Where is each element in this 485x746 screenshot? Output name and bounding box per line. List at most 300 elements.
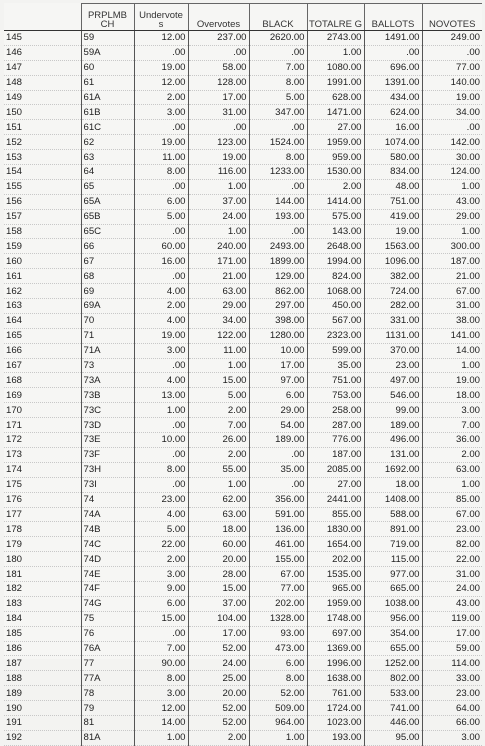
cell-black: 6.00 xyxy=(249,656,307,671)
cell-totalreg: 2441.00 xyxy=(307,492,364,507)
cell-novotes: 187.00 xyxy=(422,254,482,269)
cell-black: 7.00 xyxy=(249,60,307,75)
cell-undervotes: .00 xyxy=(134,477,188,492)
cell-overvotes: 122.00 xyxy=(188,328,249,343)
cell-precinct: 73C xyxy=(81,403,134,418)
cell-ballots: 1491.00 xyxy=(364,31,422,46)
cell-overvotes: 19.00 xyxy=(188,150,249,165)
cell-row-number: 147 xyxy=(4,60,81,75)
table-row xyxy=(4,581,482,596)
cell-precinct: 74F xyxy=(81,581,134,596)
cell-novotes: 67.00 xyxy=(422,507,482,522)
cell-undervotes: .00 xyxy=(134,358,188,373)
cell-ballots: 370.00 xyxy=(364,343,422,358)
cell-totalreg: 1724.00 xyxy=(307,701,364,716)
cell-ballots: 655.00 xyxy=(364,641,422,656)
table-row xyxy=(4,358,482,373)
cell-totalreg: 776.00 xyxy=(307,433,364,448)
cell-totalreg: 2323.00 xyxy=(307,328,364,343)
cell-overvotes: 128.00 xyxy=(188,75,249,90)
table-row xyxy=(4,120,482,135)
cell-undervotes: 14.00 xyxy=(134,715,188,730)
cell-row-number: 168 xyxy=(4,373,81,388)
cell-row-number: 187 xyxy=(4,656,81,671)
table-row xyxy=(4,150,482,165)
cell-totalreg: 1471.00 xyxy=(307,105,364,120)
cell-black: 129.00 xyxy=(249,269,307,284)
cell-novotes: 30.00 xyxy=(422,150,482,165)
cell-undervotes: 2.00 xyxy=(134,299,188,314)
cell-undervotes: 10.00 xyxy=(134,433,188,448)
cell-black: 473.00 xyxy=(249,641,307,656)
cell-undervotes: 12.00 xyxy=(134,75,188,90)
cell-ballots: 751.00 xyxy=(364,194,422,209)
cell-black: 202.00 xyxy=(249,596,307,611)
cell-totalreg: 1638.00 xyxy=(307,671,364,686)
cell-precinct: 74B xyxy=(81,522,134,537)
table-row xyxy=(4,239,482,254)
cell-overvotes: 26.00 xyxy=(188,433,249,448)
cell-totalreg: 287.00 xyxy=(307,418,364,433)
cell-undervotes: 1.00 xyxy=(134,403,188,418)
cell-totalreg: 1535.00 xyxy=(307,567,364,582)
cell-totalreg: 258.00 xyxy=(307,403,364,418)
cell-overvotes: 15.00 xyxy=(188,581,249,596)
cell-ballots: 131.00 xyxy=(364,447,422,462)
cell-ballots: 665.00 xyxy=(364,581,422,596)
cell-precinct: 61C xyxy=(81,120,134,135)
table-row xyxy=(4,447,482,462)
cell-overvotes: 116.00 xyxy=(188,165,249,180)
cell-black: 2493.00 xyxy=(249,239,307,254)
cell-overvotes: 63.00 xyxy=(188,284,249,299)
cell-ballots: 977.00 xyxy=(364,567,422,582)
cell-totalreg: 202.00 xyxy=(307,552,364,567)
table-row xyxy=(4,299,482,314)
cell-ballots: 95.00 xyxy=(364,730,422,745)
cell-black: 155.00 xyxy=(249,552,307,567)
table-row xyxy=(4,537,482,552)
cell-undervotes: 22.00 xyxy=(134,537,188,552)
cell-totalreg: 1369.00 xyxy=(307,641,364,656)
cell-precinct: 73 xyxy=(81,358,134,373)
cell-row-number: 157 xyxy=(4,209,81,224)
cell-totalreg: 2743.00 xyxy=(307,31,364,46)
cell-totalreg: 1830.00 xyxy=(307,522,364,537)
cell-row-number: 170 xyxy=(4,403,81,418)
cell-black: 398.00 xyxy=(249,313,307,328)
cell-black: 54.00 xyxy=(249,418,307,433)
cell-precinct: 61B xyxy=(81,105,134,120)
cell-novotes: 19.00 xyxy=(422,373,482,388)
cell-undervotes: 12.00 xyxy=(134,701,188,716)
cell-overvotes: 1.00 xyxy=(188,358,249,373)
cell-precinct: 78 xyxy=(81,686,134,701)
cell-row-number: 169 xyxy=(4,388,81,403)
cell-black: 6.00 xyxy=(249,388,307,403)
col-header-overvotes: Overvotes xyxy=(188,4,249,31)
cell-undervotes: 3.00 xyxy=(134,567,188,582)
col-header-black: BLACK xyxy=(249,4,307,31)
cell-ballots: 23.00 xyxy=(364,358,422,373)
cell-totalreg: 2.00 xyxy=(307,179,364,194)
cell-undervotes: 90.00 xyxy=(134,656,188,671)
cell-black: 77.00 xyxy=(249,581,307,596)
cell-black: 8.00 xyxy=(249,150,307,165)
table-row xyxy=(4,284,482,299)
cell-novotes: 124.00 xyxy=(422,165,482,180)
cell-row-number: 177 xyxy=(4,507,81,522)
cell-novotes: 141.00 xyxy=(422,328,482,343)
cell-novotes: 31.00 xyxy=(422,567,482,582)
cell-ballots: 1692.00 xyxy=(364,462,422,477)
cell-precinct: 77 xyxy=(81,656,134,671)
cell-ballots: 546.00 xyxy=(364,388,422,403)
cell-black: 2620.00 xyxy=(249,31,307,46)
cell-totalreg: 1959.00 xyxy=(307,135,364,150)
cell-overvotes: 11.00 xyxy=(188,343,249,358)
cell-novotes: 119.00 xyxy=(422,611,482,626)
cell-novotes: 300.00 xyxy=(422,239,482,254)
cell-undervotes: 4.00 xyxy=(134,313,188,328)
cell-black: 1280.00 xyxy=(249,328,307,343)
cell-row-number: 149 xyxy=(4,90,81,105)
cell-black: 509.00 xyxy=(249,701,307,716)
cell-novotes: 2.00 xyxy=(422,447,482,462)
cell-totalreg: 824.00 xyxy=(307,269,364,284)
cell-row-number: 165 xyxy=(4,328,81,343)
cell-precinct: 73H xyxy=(81,462,134,477)
table-row xyxy=(4,418,482,433)
cell-undervotes: .00 xyxy=(134,269,188,284)
cell-novotes: 3.00 xyxy=(422,403,482,418)
cell-undervotes: 19.00 xyxy=(134,60,188,75)
cell-overvotes: 171.00 xyxy=(188,254,249,269)
cell-novotes: 59.00 xyxy=(422,641,482,656)
cell-black: 5.00 xyxy=(249,90,307,105)
cell-ballots: 282.00 xyxy=(364,299,422,314)
cell-ballots: 719.00 xyxy=(364,537,422,552)
cell-ballots: 1131.00 xyxy=(364,328,422,343)
cell-row-number: 154 xyxy=(4,165,81,180)
cell-undervotes: 23.00 xyxy=(134,492,188,507)
cell-row-number: 166 xyxy=(4,343,81,358)
cell-row-number: 145 xyxy=(4,31,81,46)
cell-row-number: 192 xyxy=(4,730,81,745)
table-row xyxy=(4,715,482,730)
cell-row-number: 167 xyxy=(4,358,81,373)
cell-precinct: 59A xyxy=(81,45,134,60)
cell-black: .00 xyxy=(249,224,307,239)
cell-ballots: 891.00 xyxy=(364,522,422,537)
cell-ballots: .00 xyxy=(364,45,422,60)
cell-precinct: 81 xyxy=(81,715,134,730)
cell-row-number: 178 xyxy=(4,522,81,537)
cell-undervotes: 4.00 xyxy=(134,373,188,388)
cell-row-number: 162 xyxy=(4,284,81,299)
cell-black: .00 xyxy=(249,447,307,462)
cell-novotes: 114.00 xyxy=(422,656,482,671)
cell-overvotes: 1.00 xyxy=(188,477,249,492)
cell-ballots: 533.00 xyxy=(364,686,422,701)
cell-novotes: 77.00 xyxy=(422,60,482,75)
cell-precinct: 65A xyxy=(81,194,134,209)
cell-novotes: 249.00 xyxy=(422,31,482,46)
cell-precinct: 69 xyxy=(81,284,134,299)
cell-ballots: 1252.00 xyxy=(364,656,422,671)
cell-ballots: 624.00 xyxy=(364,105,422,120)
cell-black: 67.00 xyxy=(249,567,307,582)
cell-black: 1.00 xyxy=(249,730,307,745)
cell-overvotes: 7.00 xyxy=(188,418,249,433)
cell-black: 35.00 xyxy=(249,462,307,477)
cell-novotes: 43.00 xyxy=(422,194,482,209)
cell-novotes: 64.00 xyxy=(422,701,482,716)
cell-black: 8.00 xyxy=(249,75,307,90)
cell-undervotes: 8.00 xyxy=(134,462,188,477)
cell-totalreg: 143.00 xyxy=(307,224,364,239)
table-row xyxy=(4,671,482,686)
cell-black: 591.00 xyxy=(249,507,307,522)
cell-row-number: 184 xyxy=(4,611,81,626)
cell-precinct: 73A xyxy=(81,373,134,388)
cell-totalreg: 1414.00 xyxy=(307,194,364,209)
cell-novotes: 142.00 xyxy=(422,135,482,150)
table-row xyxy=(4,254,482,269)
cell-novotes: 23.00 xyxy=(422,522,482,537)
cell-undervotes: .00 xyxy=(134,418,188,433)
cell-undervotes: 11.00 xyxy=(134,150,188,165)
cell-undervotes: 1.00 xyxy=(134,730,188,745)
cell-novotes: 33.00 xyxy=(422,671,482,686)
cell-black: 136.00 xyxy=(249,522,307,537)
cell-novotes: 22.00 xyxy=(422,552,482,567)
cell-ballots: 1563.00 xyxy=(364,239,422,254)
cell-row-number: 159 xyxy=(4,239,81,254)
precinct-votes-table xyxy=(4,3,482,746)
table-row xyxy=(4,403,482,418)
cell-totalreg: 575.00 xyxy=(307,209,364,224)
cell-precinct: 61A xyxy=(81,90,134,105)
cell-novotes: 66.00 xyxy=(422,715,482,730)
cell-overvotes: 2.00 xyxy=(188,447,249,462)
cell-precinct: 76 xyxy=(81,626,134,641)
cell-ballots: 1391.00 xyxy=(364,75,422,90)
cell-novotes: 1.00 xyxy=(422,179,482,194)
cell-precinct: 71 xyxy=(81,328,134,343)
cell-precinct: 68 xyxy=(81,269,134,284)
cell-row-number: 188 xyxy=(4,671,81,686)
table-row xyxy=(4,522,482,537)
table-row xyxy=(4,269,482,284)
table-row xyxy=(4,388,482,403)
cell-black: 93.00 xyxy=(249,626,307,641)
cell-ballots: 189.00 xyxy=(364,418,422,433)
cell-black: 862.00 xyxy=(249,284,307,299)
cell-overvotes: 20.00 xyxy=(188,686,249,701)
cell-row-number: 173 xyxy=(4,447,81,462)
cell-overvotes: 31.00 xyxy=(188,105,249,120)
cell-precinct: 73I xyxy=(81,477,134,492)
cell-row-number: 172 xyxy=(4,433,81,448)
cell-totalreg: 628.00 xyxy=(307,90,364,105)
cell-novotes: 19.00 xyxy=(422,90,482,105)
cell-novotes: 18.00 xyxy=(422,388,482,403)
cell-novotes: 29.00 xyxy=(422,209,482,224)
cell-undervotes: 12.00 xyxy=(134,31,188,46)
cell-black: 1899.00 xyxy=(249,254,307,269)
table-body xyxy=(4,31,482,746)
cell-precinct: 79 xyxy=(81,701,134,716)
cell-undervotes: 2.00 xyxy=(134,90,188,105)
table-row xyxy=(4,313,482,328)
cell-totalreg: 965.00 xyxy=(307,581,364,596)
cell-totalreg: 1.00 xyxy=(307,45,364,60)
cell-totalreg: 2648.00 xyxy=(307,239,364,254)
cell-undervotes: 3.00 xyxy=(134,686,188,701)
cell-totalreg: 753.00 xyxy=(307,388,364,403)
cell-novotes: .00 xyxy=(422,45,482,60)
table-row xyxy=(4,328,482,343)
cell-ballots: 115.00 xyxy=(364,552,422,567)
cell-row-number: 191 xyxy=(4,715,81,730)
cell-novotes: 140.00 xyxy=(422,75,482,90)
cell-overvotes: 52.00 xyxy=(188,715,249,730)
cell-precinct: 60 xyxy=(81,60,134,75)
cell-totalreg: 567.00 xyxy=(307,313,364,328)
cell-precinct: 64 xyxy=(81,165,134,180)
cell-row-number: 160 xyxy=(4,254,81,269)
cell-undervotes: .00 xyxy=(134,179,188,194)
cell-novotes: 23.00 xyxy=(422,686,482,701)
cell-undervotes: 6.00 xyxy=(134,596,188,611)
cell-precinct: 65B xyxy=(81,209,134,224)
table-row xyxy=(4,75,482,90)
cell-undervotes: 8.00 xyxy=(134,671,188,686)
cell-undervotes: 8.00 xyxy=(134,165,188,180)
cell-ballots: 802.00 xyxy=(364,671,422,686)
cell-overvotes: 60.00 xyxy=(188,537,249,552)
cell-black: 356.00 xyxy=(249,492,307,507)
cell-row-number: 174 xyxy=(4,462,81,477)
cell-overvotes: 2.00 xyxy=(188,403,249,418)
cell-undervotes: 60.00 xyxy=(134,239,188,254)
cell-totalreg: 193.00 xyxy=(307,730,364,745)
cell-undervotes: 6.00 xyxy=(134,194,188,209)
cell-row-number: 186 xyxy=(4,641,81,656)
cell-overvotes: 34.00 xyxy=(188,313,249,328)
cell-totalreg: 187.00 xyxy=(307,447,364,462)
cell-ballots: 956.00 xyxy=(364,611,422,626)
cell-precinct: 77A xyxy=(81,671,134,686)
cell-black: .00 xyxy=(249,45,307,60)
cell-undervotes: 5.00 xyxy=(134,209,188,224)
cell-row-number: 180 xyxy=(4,552,81,567)
cell-overvotes: 62.00 xyxy=(188,492,249,507)
cell-row-number: 151 xyxy=(4,120,81,135)
cell-overvotes: 24.00 xyxy=(188,209,249,224)
cell-ballots: 16.00 xyxy=(364,120,422,135)
cell-overvotes: 28.00 xyxy=(188,567,249,582)
table-row xyxy=(4,135,482,150)
cell-black: .00 xyxy=(249,477,307,492)
cell-row-number: 185 xyxy=(4,626,81,641)
cell-ballots: 741.00 xyxy=(364,701,422,716)
cell-overvotes: 2.00 xyxy=(188,730,249,745)
cell-undervotes: .00 xyxy=(134,120,188,135)
cell-novotes: 36.00 xyxy=(422,433,482,448)
table-row xyxy=(4,462,482,477)
cell-totalreg: 27.00 xyxy=(307,120,364,135)
table-row xyxy=(4,611,482,626)
cell-precinct: 73F xyxy=(81,447,134,462)
table-row xyxy=(4,552,482,567)
cell-novotes: 63.00 xyxy=(422,462,482,477)
cell-row-number: 190 xyxy=(4,701,81,716)
cell-ballots: 19.00 xyxy=(364,224,422,239)
cell-overvotes: 63.00 xyxy=(188,507,249,522)
cell-overvotes: 58.00 xyxy=(188,60,249,75)
cell-ballots: 496.00 xyxy=(364,433,422,448)
cell-totalreg: 855.00 xyxy=(307,507,364,522)
cell-ballots: 1096.00 xyxy=(364,254,422,269)
cell-overvotes: 15.00 xyxy=(188,373,249,388)
cell-totalreg: 1023.00 xyxy=(307,715,364,730)
cell-precinct: 65 xyxy=(81,179,134,194)
cell-black: 1524.00 xyxy=(249,135,307,150)
cell-undervotes: .00 xyxy=(134,626,188,641)
cell-ballots: 354.00 xyxy=(364,626,422,641)
cell-novotes: .00 xyxy=(422,120,482,135)
cell-precinct: 74 xyxy=(81,492,134,507)
cell-overvotes: 5.00 xyxy=(188,388,249,403)
cell-overvotes: 237.00 xyxy=(188,31,249,46)
cell-precinct: 61 xyxy=(81,75,134,90)
cell-overvotes: 21.00 xyxy=(188,269,249,284)
cell-row-number: 163 xyxy=(4,299,81,314)
cell-row-number: 153 xyxy=(4,150,81,165)
cell-undervotes: 13.00 xyxy=(134,388,188,403)
cell-overvotes: 25.00 xyxy=(188,671,249,686)
cell-totalreg: 1080.00 xyxy=(307,60,364,75)
cell-novotes: 31.00 xyxy=(422,299,482,314)
cell-undervotes: 16.00 xyxy=(134,254,188,269)
cell-black: 29.00 xyxy=(249,403,307,418)
cell-black: 1328.00 xyxy=(249,611,307,626)
cell-overvotes: 52.00 xyxy=(188,641,249,656)
cell-ballots: 580.00 xyxy=(364,150,422,165)
data-sheet xyxy=(4,3,482,744)
cell-black: 8.00 xyxy=(249,671,307,686)
cell-precinct: 74G xyxy=(81,596,134,611)
cell-novotes: 82.00 xyxy=(422,537,482,552)
cell-ballots: 446.00 xyxy=(364,715,422,730)
cell-ballots: 834.00 xyxy=(364,165,422,180)
cell-totalreg: 1991.00 xyxy=(307,75,364,90)
cell-totalreg: 761.00 xyxy=(307,686,364,701)
cell-novotes: 1.00 xyxy=(422,477,482,492)
table-row xyxy=(4,656,482,671)
col-header-undervotes: Undervote s xyxy=(134,4,188,31)
table-row xyxy=(4,567,482,582)
cell-undervotes: 19.00 xyxy=(134,328,188,343)
cell-ballots: 18.00 xyxy=(364,477,422,492)
cell-row-number: 181 xyxy=(4,567,81,582)
cell-precinct: 74D xyxy=(81,552,134,567)
cell-ballots: 99.00 xyxy=(364,403,422,418)
cell-precinct: 81A xyxy=(81,730,134,745)
cell-ballots: 382.00 xyxy=(364,269,422,284)
